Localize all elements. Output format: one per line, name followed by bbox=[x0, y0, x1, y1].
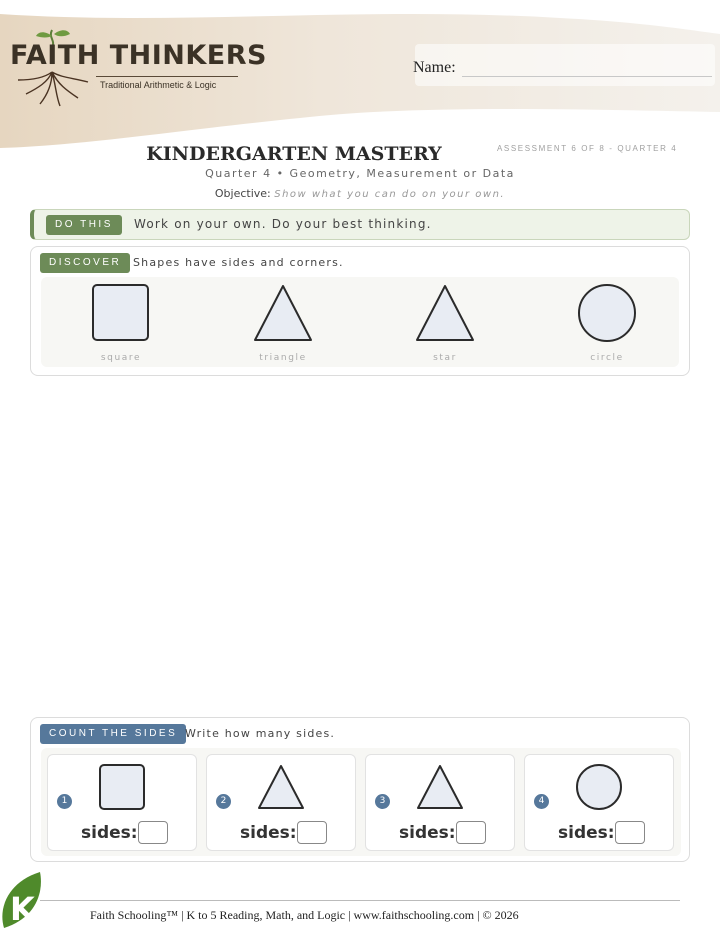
shape-item bbox=[527, 277, 687, 367]
brand-divider bbox=[96, 76, 238, 77]
sides-label: sides: bbox=[240, 823, 297, 843]
count-sides-tag: COUNT THE SIDES bbox=[40, 724, 186, 744]
brand-tagline: Traditional Arithmetic & Logic bbox=[100, 80, 217, 90]
square-icon bbox=[91, 283, 151, 343]
shape-item bbox=[41, 277, 201, 367]
count-sides-card bbox=[30, 717, 690, 862]
circle-icon bbox=[577, 283, 637, 343]
sides-label: sides: bbox=[558, 823, 615, 843]
count-sides-text: Write how many sides. bbox=[185, 727, 336, 740]
answer-box[interactable] bbox=[138, 821, 168, 844]
footer-text: Faith Schooling™ | K to 5 Reading, Math, and Logic | www.faithschooling.com | © 2026 bbox=[90, 908, 519, 922]
shape-label: square bbox=[100, 353, 142, 363]
do-this-tag: DO THIS bbox=[46, 215, 122, 235]
name-field-container bbox=[415, 44, 715, 86]
footer-divider bbox=[40, 900, 680, 901]
page-title: KINDERGARTEN MASTERY bbox=[146, 143, 442, 165]
shape-item bbox=[203, 277, 363, 367]
triangle-icon bbox=[253, 283, 313, 343]
circle-icon bbox=[575, 763, 623, 811]
shape-label: triangle bbox=[259, 353, 307, 363]
discover-card bbox=[30, 246, 690, 376]
shape-item bbox=[365, 277, 525, 367]
sides-label: sides: bbox=[81, 823, 138, 843]
count-item bbox=[206, 754, 356, 851]
shape-label: star bbox=[433, 353, 457, 363]
page-subtitle: Quarter 4 • Geometry, Measurement or Data bbox=[205, 167, 515, 180]
objective-label: Objective: bbox=[214, 187, 271, 200]
count-item bbox=[47, 754, 197, 851]
answer-box[interactable] bbox=[615, 821, 645, 844]
question-number: 2 bbox=[216, 794, 231, 809]
square-icon bbox=[98, 763, 146, 811]
name-input-line[interactable] bbox=[462, 76, 712, 77]
name-label: Name: bbox=[413, 59, 456, 76]
triangle-icon bbox=[416, 763, 464, 811]
count-strip bbox=[41, 748, 681, 856]
brand-name: FAITH THINKERS bbox=[10, 40, 267, 71]
sides-label: sides: bbox=[399, 823, 456, 843]
question-number: 4 bbox=[534, 794, 549, 809]
question-number: 1 bbox=[57, 794, 72, 809]
assessment-label: ASSESSMENT 6 OF 8 - QUARTER 4 bbox=[497, 144, 678, 153]
shape-strip bbox=[41, 277, 679, 367]
k-letter: K bbox=[10, 890, 35, 928]
question-number: 3 bbox=[375, 794, 390, 809]
answer-box[interactable] bbox=[456, 821, 486, 844]
do-this-banner bbox=[30, 209, 690, 240]
triangle-icon bbox=[257, 763, 305, 811]
objective-text: Show what you can do on your own. bbox=[274, 189, 506, 200]
count-item bbox=[365, 754, 515, 851]
do-this-text: Work on your own. Do your best thinking. bbox=[134, 217, 432, 231]
discover-tag: DISCOVER bbox=[40, 253, 130, 273]
objective bbox=[0, 187, 720, 200]
shape-label: circle bbox=[590, 353, 624, 363]
discover-text: Shapes have sides and corners. bbox=[133, 256, 344, 269]
count-item bbox=[524, 754, 674, 851]
triangle-icon bbox=[415, 283, 475, 343]
answer-box[interactable] bbox=[297, 821, 327, 844]
